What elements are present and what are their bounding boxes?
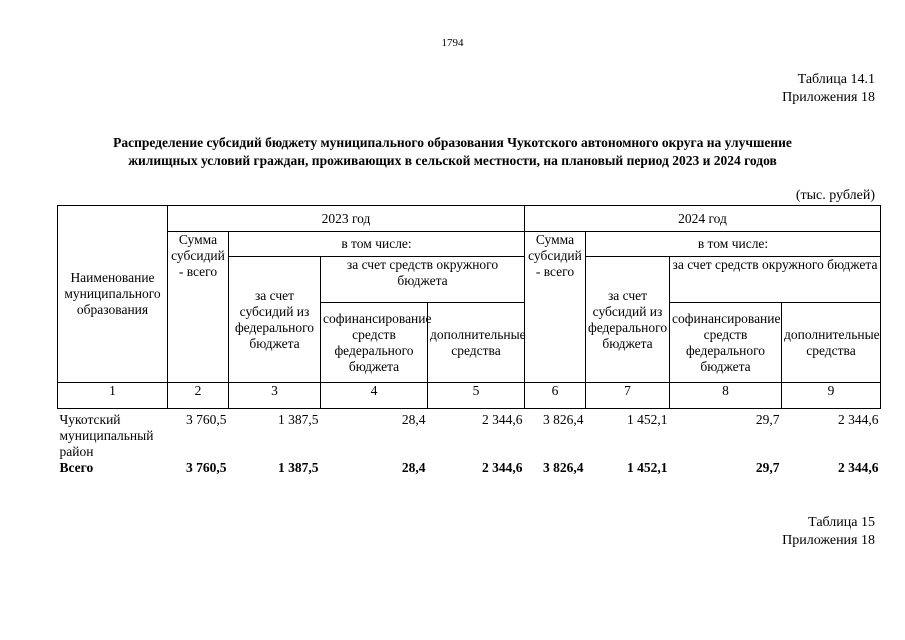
document-title	[40, 134, 865, 170]
total-subsidy-2024: 3 826,4	[543, 412, 584, 427]
header-including-2023: в том числе:	[229, 232, 525, 257]
table-reference-top	[782, 71, 875, 107]
table-reference-bottom	[782, 514, 875, 550]
header-federal-subsidy-2024: за счет субсидий из федерального бюджета	[586, 257, 670, 383]
federal-subsidy-2024: 1 452,1	[627, 412, 668, 427]
column-number: 4	[321, 383, 428, 409]
cofinancing-2023: 28,4	[401, 460, 426, 475]
column-number: 6	[525, 383, 586, 409]
total-subsidy-2023: 3 760,5	[186, 412, 227, 427]
header-municipality-name: Наименование муниципального образования	[58, 206, 168, 383]
header-additional-2024: дополнительные средства	[782, 303, 881, 383]
column-number: 1	[58, 383, 168, 409]
additional-2024: 2 344,6	[838, 412, 879, 427]
cofinancing-2024: 29,7	[755, 412, 780, 427]
column-number: 2	[168, 383, 229, 409]
additional-2024: 2 344,6	[838, 460, 879, 475]
header-cofinancing-2024: софинансирование средств федерального бюджета	[670, 303, 782, 383]
appendix-reference-label: Приложения 18	[782, 533, 875, 548]
units-label: (тыс. рублей)	[795, 188, 875, 203]
municipality-name: Чукотский муниципальный район	[59, 412, 154, 459]
additional-2023: 2 344,6	[482, 412, 523, 427]
appendix-reference-label: Приложения 18	[782, 90, 875, 105]
header-total-subsidy-2023: Сумма субсидий - всего	[168, 232, 229, 383]
federal-subsidy-2023: 1 387,5	[278, 412, 319, 427]
total-subsidy-2024: 3 826,4	[543, 460, 584, 475]
header-year-2023: 2023 год	[168, 206, 525, 232]
page-number: 1794	[441, 37, 464, 49]
header-additional-2023: дополнительные средства	[428, 303, 525, 383]
cofinancing-2024: 29,7	[755, 460, 780, 475]
total-subsidy-2023: 3 760,5	[186, 460, 227, 475]
title-line-1: Распределение субсидий бюджету муниципального образования Чукотского автономного округа на улучшение	[113, 135, 792, 150]
header-cofinancing-2023: софинансирование средств федерального бюджета	[321, 303, 428, 383]
cofinancing-2023: 28,4	[401, 412, 426, 427]
table-reference-label: Таблица 14.1	[797, 72, 875, 87]
column-number: 9	[782, 383, 881, 409]
table-reference-label: Таблица 15	[808, 515, 875, 530]
column-number: 7	[586, 383, 670, 409]
table-row	[58, 409, 881, 461]
header-federal-subsidy-2023: за счет субсидий из федерального бюджета	[229, 257, 321, 383]
header-district-budget-2023: за счет средств окружного бюджета	[321, 257, 525, 303]
federal-subsidy-2023: 1 387,5	[278, 460, 319, 475]
subsidy-distribution-table	[57, 205, 881, 476]
title-line-2: жилищных условий граждан, проживающих в сельской местности, на плановый период 2023 и 2024 годов	[128, 153, 777, 168]
additional-2023: 2 344,6	[482, 460, 523, 475]
total-label: Всего	[59, 460, 94, 475]
header-including-2024: в том числе:	[586, 232, 881, 257]
column-number: 3	[229, 383, 321, 409]
column-number: 5	[428, 383, 525, 409]
header-year-2024: 2024 год	[525, 206, 881, 232]
column-number: 8	[670, 383, 782, 409]
column-number-row	[58, 383, 881, 409]
header-district-budget-2024: за счет средств окружного бюджета	[670, 257, 881, 303]
header-total-subsidy-2024: Сумма субсидий - всего	[525, 232, 586, 383]
table-row-total	[58, 460, 881, 476]
federal-subsidy-2024: 1 452,1	[627, 460, 668, 475]
